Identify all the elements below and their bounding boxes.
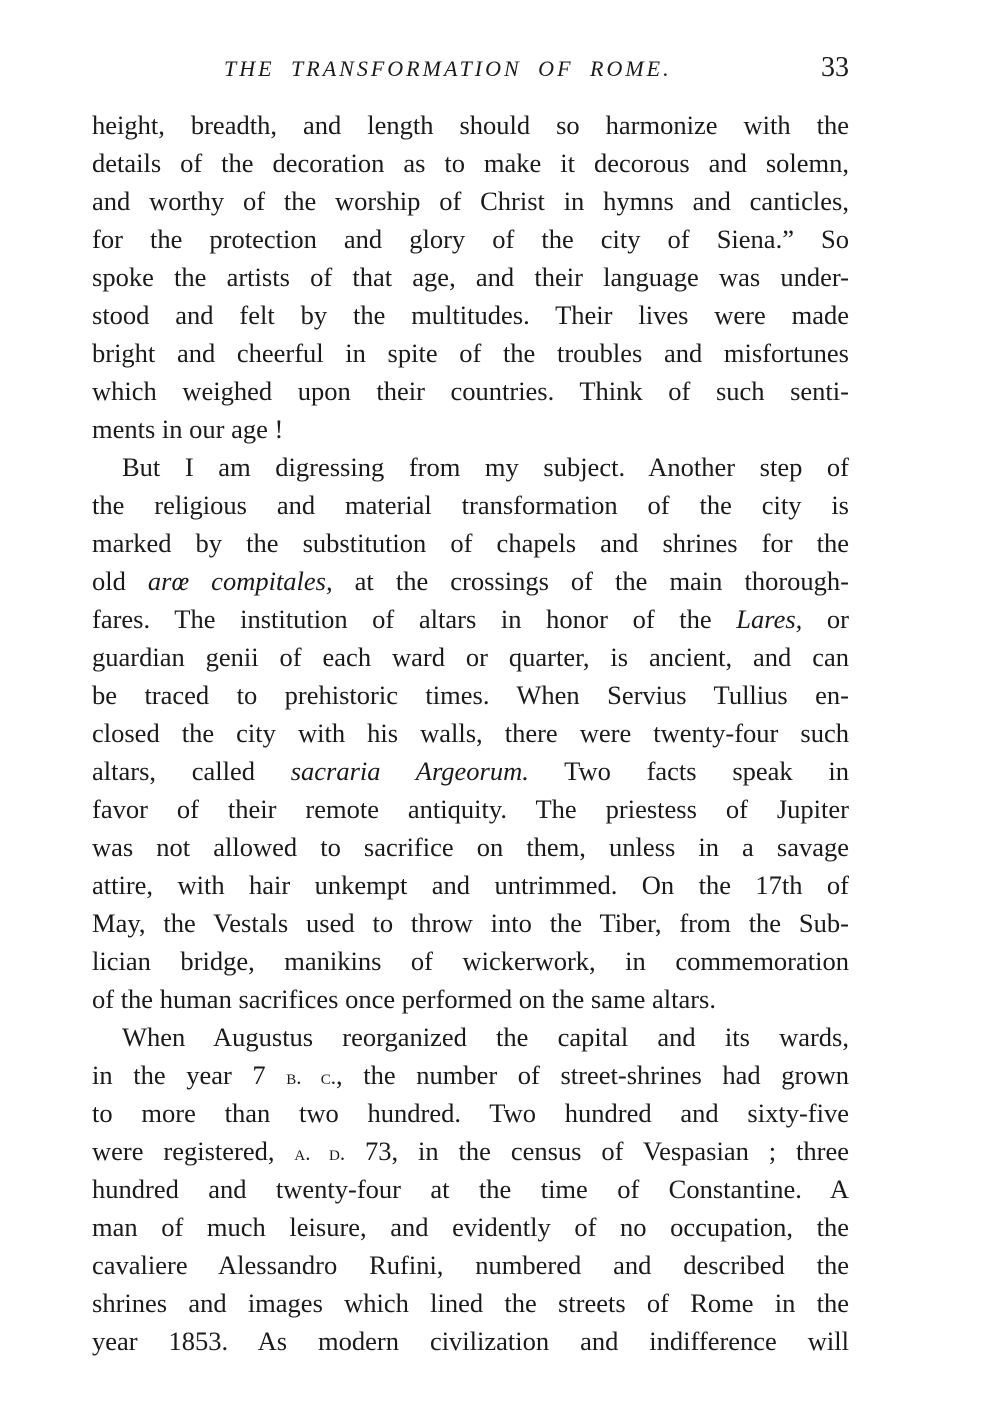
text-line: bright and cheerful in spite of the troubles and misfortunes — [92, 338, 849, 368]
text-line — [92, 600, 849, 638]
text-line — [92, 752, 849, 790]
text-line: the religious and material transformation of the city is — [92, 490, 849, 520]
text-line: and worthy of the worship of Christ in hymns and canticles, — [92, 186, 849, 216]
text-line: hundred and twenty-four at the time of Constantine. A — [92, 1174, 849, 1204]
running-head — [92, 52, 849, 88]
latin-term: arœ compitales, — [147, 566, 333, 596]
text-line: be traced to prehistoric times. When Servius Tullius en- — [92, 680, 849, 710]
text-run: old — [92, 566, 148, 596]
text-line: stood and felt by the multitudes. Their lives were made — [92, 300, 849, 330]
body-text — [92, 106, 849, 1360]
text-line: shrines and images which lined the streets of Rome in the — [92, 1288, 849, 1318]
text-run: , the number of street-shrines had grown — [336, 1060, 849, 1090]
text-line: attire, with hair unkempt and untrimmed. On the 17th of — [92, 870, 849, 900]
text-line: But I am digressing from my subject. Another step of — [122, 452, 849, 482]
text-line: guardian genii of each ward or quarter, is ancient, and can — [92, 642, 849, 672]
text-line — [92, 1132, 849, 1170]
text-line: height, breadth, and length should so harmonize with the — [92, 110, 849, 140]
text-run: fares. The institution of altars in honor of the — [92, 604, 737, 634]
text-line: was not allowed to sacrifice on them, unless in a savage — [92, 832, 849, 862]
text-line: closed the city with his walls, there were twenty-four such — [92, 718, 849, 748]
text-line: favor of their remote antiquity. The priestess of Jupiter — [92, 794, 849, 824]
text-line: year 1853. As modern civilization and indifference will — [92, 1326, 849, 1356]
text-line: cavaliere Alessandro Rufini, numbered and described the — [92, 1250, 849, 1280]
text-run: 73, in the census of Vespasian ; three — [345, 1136, 849, 1166]
text-run: or — [802, 604, 849, 634]
text-run: at the crossings of the main thorough- — [332, 566, 849, 596]
text-run: altars, called — [92, 756, 291, 786]
text-run: were registered, — [92, 1136, 295, 1166]
text-line: which weighed upon their countries. Think of such senti- — [92, 376, 849, 406]
text-line: When Augustus reorganized the capital and its wards, — [122, 1022, 849, 1052]
text-line: for the protection and glory of the city of Siena.” So — [92, 224, 849, 254]
text-line: May, the Vestals used to throw into the Tiber, from the Sub- — [92, 908, 849, 938]
text-line — [92, 562, 849, 600]
text-run: Two facts speak in — [528, 756, 849, 786]
era-abbreviation: a. d. — [294, 1141, 346, 1165]
text-line — [92, 1056, 849, 1094]
text-run: in the year 7 — [92, 1060, 287, 1090]
era-abbreviation: b. c. — [286, 1065, 337, 1089]
text-line: to more than two hundred. Two hundred and sixty-five — [92, 1098, 849, 1128]
page-number: 33 — [821, 52, 849, 83]
text-line: marked by the substitution of chapels and shrines for the — [92, 528, 849, 558]
text-line: lician bridge, manikins of wickerwork, in commemoration — [92, 946, 849, 976]
latin-term: Lares, — [736, 604, 803, 634]
running-title: THE TRANSFORMATION OF ROME. — [224, 56, 672, 81]
latin-term: sacraria Argeorum. — [290, 756, 529, 786]
text-line: ments in our age ! — [92, 414, 284, 444]
text-line: details of the decoration as to make it decorous and solemn, — [92, 148, 849, 178]
text-line: of the human sacrifices once performed on the same altars. — [92, 984, 716, 1014]
text-line: spoke the artists of that age, and their language was under- — [92, 262, 849, 292]
text-line: man of much leisure, and evidently of no occupation, the — [92, 1212, 849, 1242]
